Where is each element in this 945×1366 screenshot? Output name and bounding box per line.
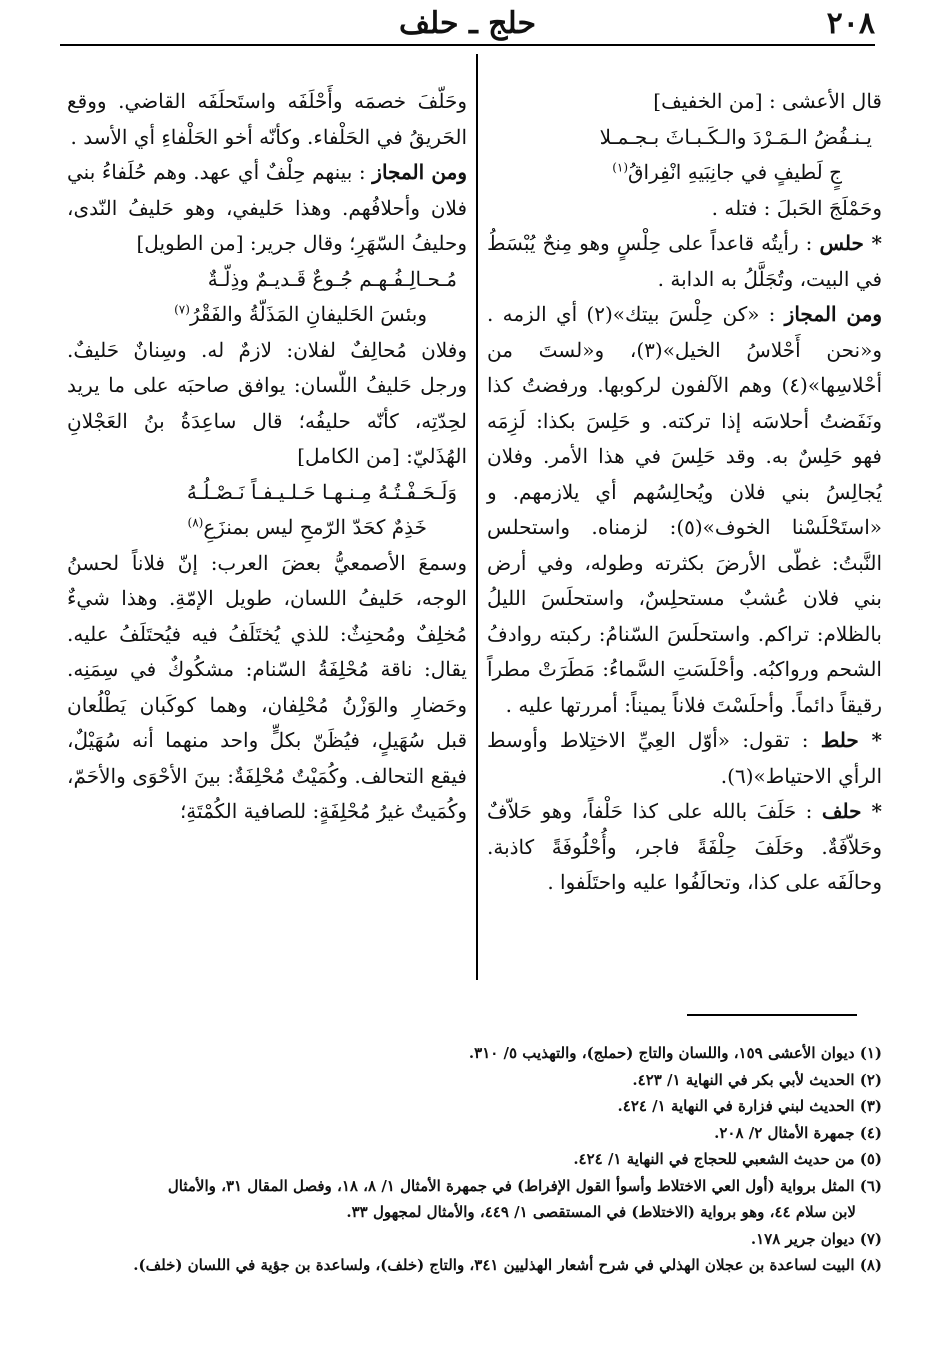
footnote-marker: (١) — [612, 160, 629, 175]
paragraph — [487, 794, 882, 901]
entry-text: : حَلَفَ بالله على كذا حَلْفاً، وهو حَلاّفٌ وحَلاّفَةٌ. وحَلَفَ حِلْفَةً فاجر، وأُحْلُوفَةً كاذبة. وحالَفَه على كذا، وتحالَفُوا عليه واحتَلَفوا . — [487, 799, 882, 894]
footnote-separator — [687, 1014, 857, 1016]
paragraph — [487, 226, 882, 297]
paragraph: وفلان مُحالِفٌ لفلان: لازمٌ له. وسِنانٌ حَليفٌ. ورجل حَليفُ اللّسان: يوافق صاحبَه على ما يريد لحِدّتِه، كأنّه حليفُه؛ قال ساعِدَةُ بنُ العَجْلانِ الهُذَليّ: [من الكامل] — [67, 337, 467, 468]
entry-text: : بينهم حِلْفٌ أي عهد. وهم حُلَفاءُ بني فلان وأحلافُهم. وهذا حَليفي، وهو حَليفُ النّدى، وحليفُ السّهَرِ؛ وقال جرير: [من الطويل] — [67, 160, 467, 255]
page-number: ٢٠٨ — [826, 6, 875, 41]
entry-text: : تقول: «أوّل العِيِّ الاختِلاط وأوسط الرأي الاحتياط»(٦). — [487, 728, 882, 788]
verse-line: يـنـفُضُ الـمَـرْدَ والـكَـبـاثَ بـجـمـلا — [599, 124, 872, 149]
page-header — [60, 4, 875, 46]
footnote-continuation: لابن سلام ٤٤، وهو برواية (الاختلاط) في المستقصى ١/ ٤٤٩، والأمثال لمجهول ٣٣. — [346, 1203, 856, 1221]
paragraph — [67, 155, 467, 262]
paragraph: قال الأعشى : [من الخفيف] — [653, 89, 882, 113]
section-head: ومن المجاز — [784, 302, 882, 326]
section-head: ومن المجاز — [372, 160, 467, 184]
footnote: (٨) البيت لساعدة بن عجلان الهذلي في شرح أشعار الهذليين ٣٤١، والتاج (خلف)، ولساعدة بن جؤية في اللسان (خلف). — [133, 1256, 882, 1274]
entry-text: : «كن حِلْسَ بيتك»(٢) أي الزمه . و«نحن أَحْلاسُ الخيل»(٣)، و«لستَ من أحْلاسِها»(٤) وهم الآلفون لركوبها. ورفضتُ كذا ونَفَضتُ أحلاسَه إذا تركته. و حَلِسَ بكذا: لَزِمَه فهو حَلِسٌ به. وقد حَلِسَ في هذا الأمر. وفلان يُجالِسُ بني فلان ويُحالِسُهم أي يلازمهم. و «استَحْلَسْنا الخوف»(٥): لزمناه. واستحلس النَّبتُ: غطّى الأرضَ بكثرته وطوله، وفي أرض بني فلان عُشبٌ مستحلِسٌ، واستحلَسَ الليلُ بالظلام: تراكم. واستحلَسَ السّنامُ: ركبته روادفُ الشحم ورواكبُه. وأحْلَسَتِ السَّماءُ: مَطَرَتْ مطراً رقيقاً دائماً. وأحلَسْتَ فلاناً يميناً: أمررتها عليه . — [487, 302, 882, 717]
footnote-marker: (٧) — [174, 302, 190, 317]
verse-line — [67, 297, 467, 333]
paragraph: وسمعَ الأصمعيُّ بعضَ العرب: إنّ فلاناً لحسنُ الوجه، حَليفُ اللسان، طويل الإمّةِ. وهذا شيءٌ مُخلِفٌ ومُحنِثٌ: للذي يُختَلَفُ فيه فيُحتَلَفُ عليه. يقال: ناقة مُحْلِفَةُ السّنام: مشكُوكٌ في سِمَنِه. وحَضارِ والوَزْنُ مُحْلِفان، وهما كوكَبان يَطْلُعان قبل سُهَيلٍ، فيُظَنّ بكلٍّ واحد منهما أنه سُهَيْلٌ، فيقع التحالف. وكُمَيْتٌ مُحْلِفَةٌ: بينَ الأحْوَى والأحَمّ، وكُمَيتٌ غيرُ مُحْلِفَةٍ: للصافية الكُمْتَةِ؛ — [67, 550, 467, 823]
verse-line: وَلَـحَـفْـتُـهُ مِـنـهـا حَـلـيـفـاً نَـصْـلُـهُ — [186, 479, 457, 504]
paragraph — [487, 297, 882, 723]
verse-text: خَذِمٌ كحَدّ الرّمحِ ليس بمنزَعِ — [203, 515, 427, 539]
verse-text: وبئسَ الحَليفانِ المَذَلّةُ والفَقْرُ — [189, 302, 427, 326]
footnote: (٤) جمهرة الأمثال ٢/ ٢٠٨. — [714, 1123, 882, 1142]
footnote: (٥) من حديث الشعبي للحجاج في النهاية ١/ ٤٢٤. — [573, 1150, 882, 1168]
verse-text: جٍ لَطيفٍ في جانِبَيهِ انْفِراقُ — [628, 160, 842, 184]
footnote: (٣) الحديث لبني فزارة في النهاية ١/ ٤٢٤. — [617, 1097, 882, 1115]
paragraph — [487, 723, 882, 794]
entry-head: * حلط — [820, 728, 883, 752]
footnote: (٢) الحديث لأبي بكر في النهاية ١/ ٤٢٣. — [632, 1070, 882, 1089]
footnote: (٦) المثل برواية (أول العي الاختلاط وأسوأ القول الإفراط) في جمهرة الأمثال ١/ ٨، ١٨، وفصل المقال ٣١، والأمثال — [167, 1176, 882, 1195]
footnotes — [70, 1040, 882, 1279]
column-divider — [476, 54, 478, 980]
footnote: (٧) ديوان جرير ١٧٨. — [750, 1229, 882, 1248]
footnote-marker: (٨) — [187, 515, 204, 530]
entry-text: : رأيتُه قاعداً على حِلْسٍ وهو مِنحٌ يُبْسَطُ في البيت، وتُجَلَّلُ به الدابة . — [487, 231, 882, 291]
right-column — [487, 84, 882, 901]
paragraph: وحَلّفَ خصمَه وأَحْلَفَه واستَحلَفَه القاضي. ووقع الحَريقُ في الحَلْفاء. وكأنّه أخو الحَلْفاءِ أي الأسد . — [67, 89, 467, 149]
verse-line — [487, 155, 882, 191]
paragraph: وحَمْلَجَ الحَبلَ : فتله . — [711, 195, 882, 220]
entry-head: * حلس — [819, 231, 883, 255]
footnote: (١) ديوان الأعشى ١٥٩، واللسان والتاج (حملج)، والتهذيب ٥/ ٣١٠. — [468, 1044, 882, 1062]
left-column — [67, 84, 467, 830]
entry-head: * حلف — [821, 799, 883, 823]
verse-line: مُـحـالِـفُـهـم جُـوعٌ قَـديـمٌ وذِلّـةٌ — [207, 266, 457, 291]
running-head: حلج ـ حلف — [398, 6, 537, 41]
verse-line — [67, 510, 467, 546]
